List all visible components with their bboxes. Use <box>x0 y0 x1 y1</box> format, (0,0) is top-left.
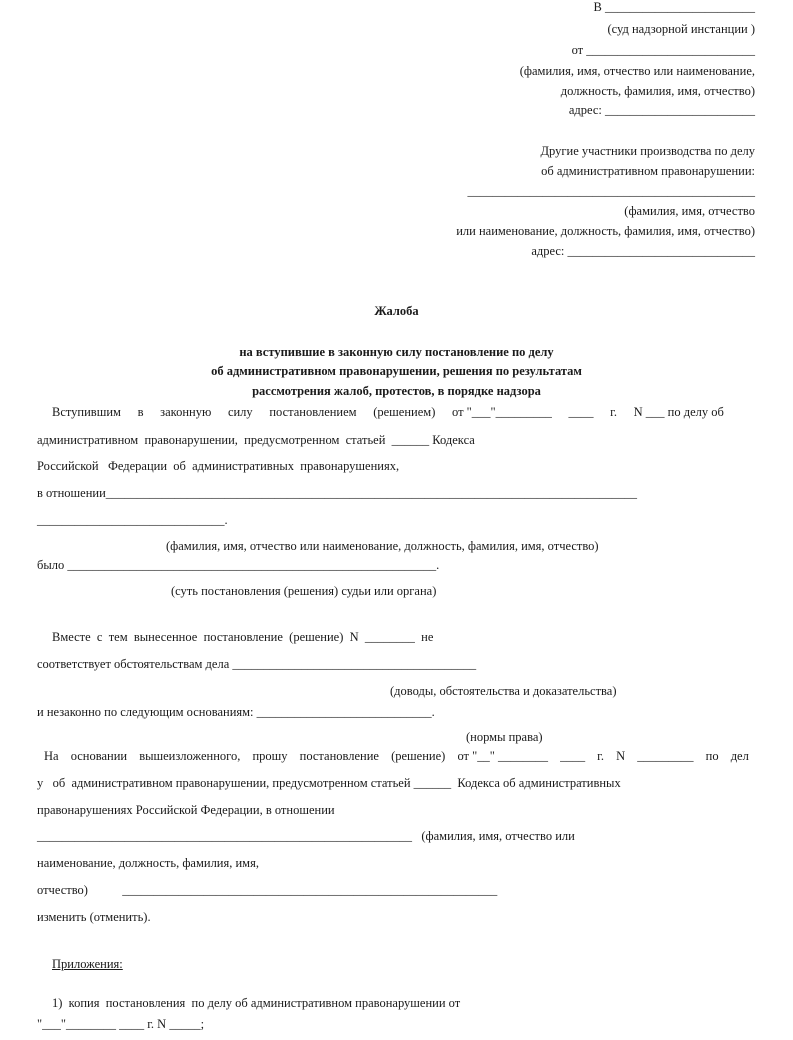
document-subtitle-1: на вступившие в законную силу постановление по делу <box>239 345 554 359</box>
p1-word: Вступившим <box>52 405 121 419</box>
paragraph-2-line-2: соответствует обстоятельствам дела _______________________________________ <box>37 657 477 671</box>
paragraph-2-line-1: Вместе с тем вынесенное постановление (решение) N ________ не <box>52 630 434 644</box>
p1-word: постановлением <box>269 405 357 419</box>
paragraph-1-line-1 <box>52 406 724 419</box>
paragraph-2-caption-2: (нормы права) <box>466 730 543 744</box>
paragraph-1-line-6: было ___________________________________________________________. <box>37 558 440 572</box>
document-title: Жалоба <box>374 304 419 318</box>
p3-word: На <box>44 749 59 763</box>
p3-word: ____ <box>560 749 586 763</box>
paragraph-3-line-2: у об административном правонарушении, предусмотренном статьей ______ Кодекса об административных <box>37 776 621 790</box>
paragraph-3-line-5: наименование, должность, фамилия, имя, <box>37 856 259 870</box>
p1-word: законную <box>160 405 212 419</box>
p1-word: силу <box>227 405 253 419</box>
sender-line: от ___________________________ <box>571 43 755 57</box>
p3-word: от "__" ________ <box>457 749 548 763</box>
other-participants-address: адрес: ______________________________ <box>531 244 755 258</box>
paragraph-2-caption: (доводы, обстоятельства и доказательства) <box>390 684 617 698</box>
sender-caption-2: должность, фамилия, имя, отчество) <box>560 84 755 98</box>
p3-word: прошу <box>252 749 288 763</box>
p3-word: г. <box>597 749 605 763</box>
attachments-title: Приложения: <box>52 957 123 971</box>
paragraph-1-line-2: административном правонарушении, предусмотренном статьей ______ Кодекса <box>37 433 475 447</box>
other-participants-caption-1: (фамилия, имя, отчество <box>624 204 755 218</box>
p3-word: вышеизложенного, <box>139 749 241 763</box>
court-caption: (суд надзорной инстанции ) <box>607 22 755 36</box>
attachment-1-line-2: "___"________ ____ г. N _____; <box>37 1017 205 1031</box>
p3-word: N <box>616 749 626 763</box>
p1-word: ____ <box>568 405 594 419</box>
paragraph-3-line-1 <box>44 750 749 763</box>
paragraph-1-caption-2: (суть постановления (решения) судьи или органа) <box>171 584 437 598</box>
other-participants-2: об административном правонарушении: <box>541 164 755 178</box>
p3-word: постановление <box>299 749 379 763</box>
paragraph-3-line-3: правонарушениях Российской Федерации, в отношении <box>37 803 335 817</box>
paragraph-3-line-6: отчество) ____________________________________________________________ <box>37 883 498 897</box>
sender-address-line: адрес: ________________________ <box>568 103 755 117</box>
paragraph-1-line-3: Российской Федерации об административных правонарушениях, <box>37 459 400 473</box>
p3-word: дел <box>730 749 749 763</box>
attachment-1-line-1: 1) копия постановления по делу об административном правонарушении от <box>52 996 461 1010</box>
paragraph-2-line-3: и незаконно по следующим основаниям: ____________________________. <box>37 705 435 719</box>
paragraph-1-line-4: в отношении_____________________________________________________________________________________ <box>37 486 638 500</box>
p1-word: N ___ по делу об <box>633 405 724 419</box>
document-subtitle-2: об административном правонарушении, решения по результатам <box>211 364 582 378</box>
paragraph-1-caption: (фамилия, имя, отчество или наименование, должность, фамилия, имя, отчество) <box>166 539 599 553</box>
p3-word: (решение) <box>391 749 446 763</box>
p1-word: от "___"_________ <box>452 405 552 419</box>
p3-word: _________ <box>637 749 694 763</box>
p1-word: г. <box>610 405 618 419</box>
paragraph-1-line-5: ______________________________. <box>37 513 228 527</box>
p1-word: в <box>137 405 144 419</box>
sender-caption-1: (фамилия, имя, отчество или наименование, <box>519 64 755 78</box>
other-participants-blank: ______________________________________________ <box>467 184 755 198</box>
document-subtitle-3: рассмотрения жалоб, протестов, в порядке надзора <box>252 384 541 398</box>
paragraph-3-line-4: ____________________________________________________________ (фамилия, имя, отчество или <box>37 829 575 843</box>
addressee-court-line: В ________________________ <box>593 0 755 14</box>
paragraph-3-line-7: изменить (отменить). <box>37 910 151 924</box>
other-participants-1: Другие участники производства по делу <box>540 144 755 158</box>
p3-word: по <box>705 749 719 763</box>
p1-word: (решением) <box>373 405 436 419</box>
p3-word: основании <box>70 749 128 763</box>
other-participants-caption-2: или наименование, должность, фамилия, имя, отчество) <box>456 224 755 238</box>
